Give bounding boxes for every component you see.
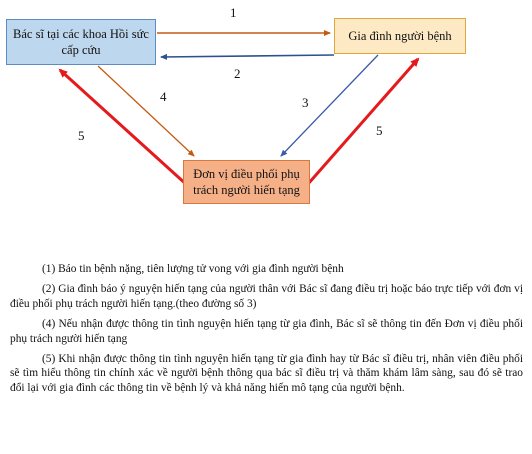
node-family-label: Gia đình người bệnh <box>348 29 452 43</box>
node-coordinator-label: Đơn vị điều phối phụ trách người hiến tạng <box>193 167 300 197</box>
note-1: (1) Báo tin bệnh nặng, tiên lượng tử vong với gia đình người bệnh <box>42 263 344 275</box>
edge-5-coordinator-to-family <box>308 59 418 184</box>
node-donor-coordinator <box>183 160 310 204</box>
edge-3-family-to-coordinator <box>281 55 378 156</box>
node-doctor-label: Bác sĩ tại các khoa Hồi sức cấp cứu <box>13 27 149 57</box>
note-5: (5) Khi nhận được thông tin tình nguyện hiến tạng từ gia đình hay từ Bác sĩ điều trị, nhân viên điều phối sẽ tìm hiểu thông tin chính xác về người bệnh thông qua bác sĩ điều trị và thăm khám lâm sàng, sau đó sẽ trao đổi lại với gia đình các thông tin về bệnh lý và khả năng hiến mô tạng của người bệnh. <box>10 353 523 394</box>
edge-label-5-left: 5 <box>78 128 85 143</box>
edge-4-doctor-to-coordinator <box>98 66 194 156</box>
edge-2-family-to-doctor <box>161 55 334 57</box>
node-doctor-icu <box>6 19 156 65</box>
legend-notes <box>10 262 523 401</box>
edge-label-3: 3 <box>302 95 309 110</box>
note-2: (2) Gia đình báo ý nguyện hiến tạng của người thân với Bác sĩ đang điều trị hoặc báo trực tiếp với đơn vị điều phối phụ trách người hiến tạng.(theo đường số 3) <box>10 283 523 310</box>
edge-label-2: 2 <box>234 66 241 81</box>
edge-label-4: 4 <box>160 89 167 104</box>
edge-label-5-right: 5 <box>376 123 383 138</box>
note-4: (4) Nếu nhận được thông tin tình nguyện hiến tạng từ gia đình, Bác sĩ sẽ thông tin đến Đơn vị điều phối phụ trách người hiến tạng <box>10 318 523 345</box>
node-patient-family <box>334 18 466 54</box>
edge-label-1: 1 <box>230 5 237 20</box>
